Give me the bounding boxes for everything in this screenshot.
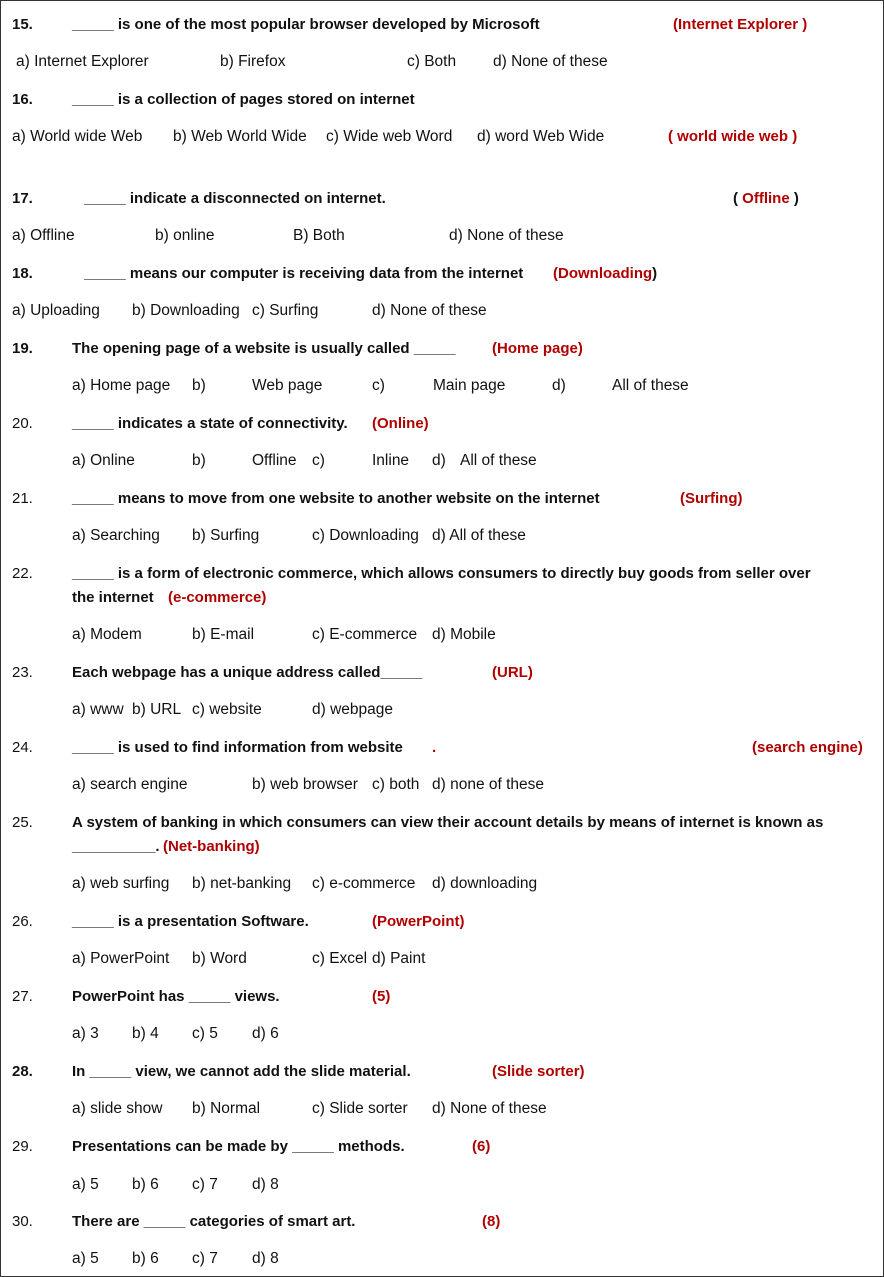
answer-key xyxy=(168,589,266,606)
answer-open-paren: ( xyxy=(553,265,558,282)
option-3[interactable]: d) None of these xyxy=(372,302,487,319)
option-1[interactable]: b) xyxy=(192,377,206,394)
question-number: 28. xyxy=(12,1063,33,1080)
answer-text: PowerPoint xyxy=(377,913,460,930)
answer-key xyxy=(372,988,390,1005)
option-1[interactable]: b) Downloading xyxy=(132,302,240,319)
option-1[interactable]: b) Normal xyxy=(192,1100,261,1117)
answer-close-paren: ) xyxy=(459,913,465,930)
option-0[interactable]: a) slide show xyxy=(72,1100,163,1117)
question-text: _____ means to move from one website to another website on the internet xyxy=(72,490,600,507)
answer-close-paren: ) xyxy=(577,340,583,357)
option-1[interactable]: b) E-mail xyxy=(192,626,255,643)
question-text: There are _____ categories of smart art. xyxy=(72,1213,356,1230)
option-2[interactable]: c) Wide web Word xyxy=(326,128,453,145)
option-0[interactable]: a) Online xyxy=(72,452,135,469)
option-0[interactable]: a) World wide Web xyxy=(12,128,143,145)
answer-key xyxy=(673,16,807,33)
option-2[interactable]: c) Excel xyxy=(312,950,368,967)
option-1[interactable]: b) URL xyxy=(132,701,182,718)
answer-key xyxy=(163,838,260,855)
option-3[interactable]: d) Mobile xyxy=(432,626,496,643)
answer-close-paren: ) xyxy=(254,838,260,855)
answer-open-paren: ( xyxy=(492,340,497,357)
option-1[interactable]: b) web browser xyxy=(252,776,358,793)
answer-key xyxy=(472,1138,490,1155)
answer-open-paren: ( xyxy=(372,913,377,930)
answer-key xyxy=(752,739,863,756)
question-text: _____ is a presentation Software. xyxy=(72,913,309,930)
answer-open-paren: ( xyxy=(372,988,377,1005)
question-number: 18. xyxy=(12,265,33,282)
answer-text: 5 xyxy=(377,988,386,1005)
answer-open-paren: ( xyxy=(733,190,743,207)
question-text: _____ indicates a state of connectivity. xyxy=(72,415,348,432)
option-2[interactable]: c) Both xyxy=(407,53,457,70)
question-text: In _____ view, we cannot add the slide material. xyxy=(72,1063,411,1080)
answer-open-paren: ( xyxy=(668,128,678,145)
answer-key xyxy=(482,1213,500,1230)
option-2[interactable]: c) E-commerce xyxy=(312,626,418,643)
answer-text: e-commerce xyxy=(173,589,262,606)
question-text: _____ is a form of electronic commerce, which allows consumers to directly buy goods from seller over xyxy=(72,565,811,582)
option-2[interactable]: c) Slide sorter xyxy=(312,1100,408,1117)
question-text: The opening page of a website is usually called _____ xyxy=(72,340,456,357)
option-2[interactable]: B) Both xyxy=(293,227,345,244)
option-2[interactable]: c) 7 xyxy=(192,1250,218,1267)
answer-text: 6 xyxy=(477,1138,486,1155)
answer-open-paren: ( xyxy=(680,490,685,507)
question-number: 23. xyxy=(12,664,33,681)
option-1[interactable]: b) online xyxy=(155,227,215,244)
question-text: Presentations can be made by _____ methods. xyxy=(72,1138,405,1155)
option-3[interactable]: d) downloading xyxy=(432,875,538,892)
answer-text: Offline xyxy=(742,190,790,207)
question-text: PowerPoint has _____ views. xyxy=(72,988,280,1005)
answer-text: 8 xyxy=(487,1213,496,1230)
option-1[interactable]: b) net-banking xyxy=(192,875,292,892)
answer-close-paren: ) xyxy=(261,589,267,606)
option-0[interactable]: a) 5 xyxy=(72,1250,99,1267)
answer-text: Internet Explorer xyxy=(678,16,799,33)
option-1[interactable]: b) 4 xyxy=(132,1025,159,1042)
option-0[interactable]: a) www xyxy=(72,701,124,718)
answer-text: Net-banking xyxy=(168,838,255,855)
option-2[interactable]: c) 7 xyxy=(192,1176,218,1193)
answer-open-paren: ( xyxy=(168,589,173,606)
answer-close-paren: ) xyxy=(798,16,808,33)
question-text: _____ means our computer is receiving data from the internet xyxy=(84,265,524,282)
option-1[interactable]: b) 6 xyxy=(132,1176,159,1193)
answer-close-paren: ) xyxy=(527,664,533,681)
answer-key xyxy=(680,490,743,507)
answer-text: Slide sorter xyxy=(497,1063,580,1080)
option-6[interactable]: All of these xyxy=(612,377,689,394)
option-3[interactable]: c) xyxy=(372,377,385,394)
option-2[interactable]: c) 5 xyxy=(192,1025,218,1042)
answer-close-paren: ) xyxy=(495,1213,501,1230)
answer-text: Home page xyxy=(497,340,578,357)
option-3[interactable]: d) None of these xyxy=(449,227,564,244)
option-3[interactable]: d) word Web Wide xyxy=(477,128,605,145)
question-period: . xyxy=(432,739,437,756)
question-number: 25. xyxy=(12,814,33,831)
option-3[interactable]: d) Paint xyxy=(372,950,426,967)
answer-close-paren: ) xyxy=(423,415,429,432)
option-0[interactable]: a) web surfing xyxy=(72,875,170,892)
question-text-continued: __________. xyxy=(72,838,160,855)
answer-open-paren: ( xyxy=(482,1213,487,1230)
option-5[interactable]: d) xyxy=(432,452,446,469)
option-0[interactable]: a) Offline xyxy=(12,227,75,244)
question-text: _____ is a collection of pages stored on internet xyxy=(72,91,415,108)
option-0[interactable]: a) Searching xyxy=(72,527,160,544)
option-0[interactable]: a) Modem xyxy=(72,626,142,643)
answer-close-paren: ) xyxy=(652,265,658,282)
question-number: 16. xyxy=(12,91,33,108)
question-number: 30. xyxy=(12,1213,33,1230)
answer-text: URL xyxy=(497,664,528,681)
option-1[interactable]: b) Web World Wide xyxy=(173,128,307,145)
answer-key xyxy=(733,190,799,207)
answer-close-paren: ) xyxy=(579,1063,585,1080)
option-0[interactable]: a) 5 xyxy=(72,1176,99,1193)
option-0[interactable]: a) PowerPoint xyxy=(72,950,170,967)
question-number: 24. xyxy=(12,739,33,756)
question-number: 26. xyxy=(12,913,33,930)
answer-open-paren: ( xyxy=(752,739,757,756)
answer-text: Downloading xyxy=(558,265,653,282)
option-2[interactable]: Web page xyxy=(252,377,323,394)
answer-close-paren: ) xyxy=(857,739,863,756)
option-3[interactable]: c) xyxy=(312,452,325,469)
question-number: 19. xyxy=(12,340,33,357)
option-3[interactable]: d) None of these xyxy=(493,53,608,70)
option-4[interactable]: Main page xyxy=(433,377,506,394)
option-1[interactable]: b) xyxy=(192,452,206,469)
answer-text: search engine xyxy=(757,739,858,756)
question-number: 21. xyxy=(12,490,33,507)
option-2[interactable]: c) e-commerce xyxy=(312,875,416,892)
answer-key xyxy=(372,415,429,432)
question-text-continued: the internet xyxy=(72,589,154,606)
option-2[interactable]: Offline xyxy=(252,452,297,469)
option-1[interactable]: b) Surfing xyxy=(192,527,260,544)
answer-open-paren: ( xyxy=(492,664,497,681)
option-0[interactable]: a) Internet Explorer xyxy=(16,53,149,70)
option-0[interactable]: a) 3 xyxy=(72,1025,99,1042)
answer-open-paren: ( xyxy=(673,16,678,33)
option-1[interactable]: b) Firefox xyxy=(220,53,286,70)
option-4[interactable]: Inline xyxy=(372,452,410,469)
answer-key xyxy=(372,913,465,930)
answer-open-paren: ( xyxy=(472,1138,477,1155)
answer-text: Online xyxy=(377,415,424,432)
option-3[interactable]: d) 6 xyxy=(252,1025,279,1042)
option-3[interactable]: d) All of these xyxy=(432,527,526,544)
option-3[interactable]: d) none of these xyxy=(432,776,545,793)
question-text: Each webpage has a unique address called_____ xyxy=(72,664,423,681)
question-text: _____ indicate a disconnected on internet. xyxy=(84,190,386,207)
answer-open-paren: ( xyxy=(163,838,168,855)
answer-key xyxy=(553,265,657,282)
answer-open-paren: ( xyxy=(372,415,377,432)
option-2[interactable]: c) Downloading xyxy=(312,527,419,544)
question-number: 20. xyxy=(12,415,33,432)
option-0[interactable]: a) Uploading xyxy=(12,302,100,319)
question-number: 29. xyxy=(12,1138,33,1155)
answer-text: world wide web xyxy=(677,128,789,145)
answer-close-paren: ) xyxy=(485,1138,491,1155)
answer-close-paren: ) xyxy=(789,190,799,207)
option-3[interactable]: d) None of these xyxy=(432,1100,547,1117)
option-6[interactable]: All of these xyxy=(460,452,537,469)
option-3[interactable]: d) 8 xyxy=(252,1176,279,1193)
question-number: 22. xyxy=(12,565,33,582)
option-2[interactable]: c) Surfing xyxy=(252,302,319,319)
option-0[interactable]: a) search engine xyxy=(72,776,188,793)
option-0[interactable]: a) Home page xyxy=(72,377,171,394)
answer-key xyxy=(492,1063,585,1080)
answer-key xyxy=(492,340,583,357)
question-text: _____ is used to find information from website xyxy=(72,739,403,756)
question-text: A system of banking in which consumers can view their account details by means of internet is known as xyxy=(72,814,824,831)
answer-close-paren: ) xyxy=(737,490,743,507)
question-number: 15. xyxy=(12,16,33,33)
option-5[interactable]: d) xyxy=(552,377,566,394)
question-number: 27. xyxy=(12,988,33,1005)
option-3[interactable]: d) webpage xyxy=(312,701,394,718)
answer-text: Surfing xyxy=(685,490,738,507)
answer-open-paren: ( xyxy=(492,1063,497,1080)
question-number: 17. xyxy=(12,190,33,207)
option-1[interactable]: b) 6 xyxy=(132,1250,159,1267)
option-3[interactable]: d) 8 xyxy=(252,1250,279,1267)
answer-close-paren: ) xyxy=(385,988,391,1005)
answer-close-paren: ) xyxy=(788,128,798,145)
answer-key xyxy=(492,664,533,681)
option-1[interactable]: b) Word xyxy=(192,950,247,967)
question-text: _____ is one of the most popular browser developed by Microsoft xyxy=(72,16,540,33)
option-2[interactable]: c) both xyxy=(372,776,420,793)
answer-key xyxy=(668,128,797,145)
option-2[interactable]: c) website xyxy=(192,701,262,718)
